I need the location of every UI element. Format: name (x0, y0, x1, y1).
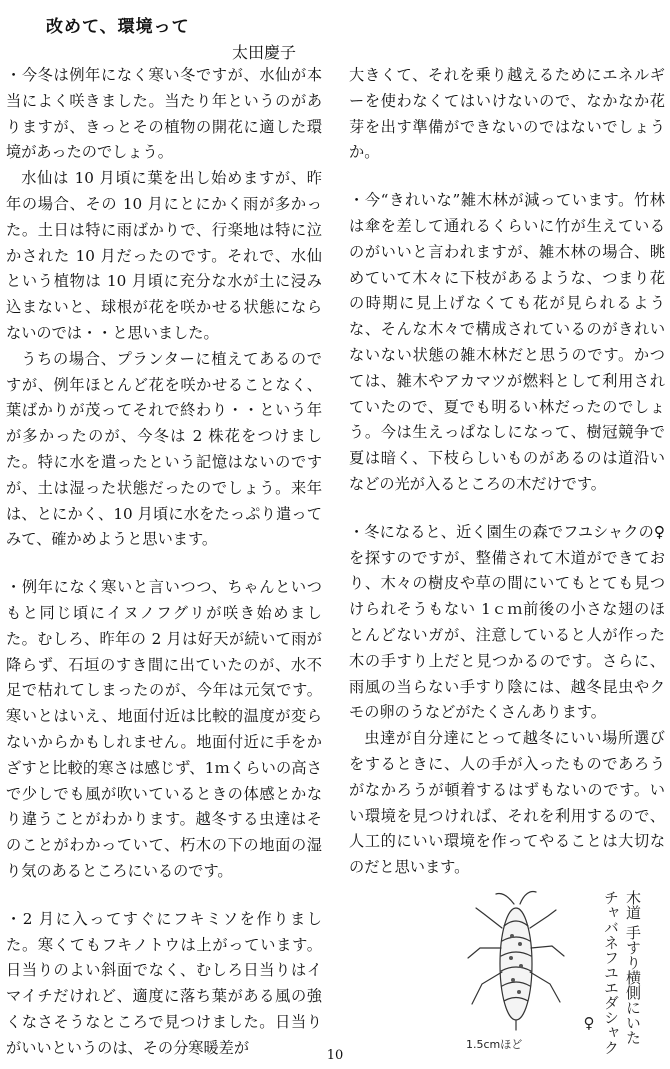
paragraph: ・2 月に入ってすぐにフキミソを作りました。寒くてもフキノトウは上がっています。日当りのよい斜面でなく、むしろ日当りはイマイチだけれど、適度に落ち葉がある風の強くなさそうなところで見つけました。日当りがいいというのは、その分寒暖差が (6, 909, 322, 1057)
illustration-note: チャバネフユエダシャク (602, 890, 620, 1055)
paragraph: 水仙は 10 月頃に葉を出し始めますが、昨年の場合、その 10 月にとにかく雨が多かった。土日は特に雨ばかりで、行楽地は特に泣かされた 10 月だったのです。それで、水仙という植物は 10 月頃に充分な水が土に浸み込まないと、球根が花を咲かせる状態にならないのでは・・と思いました。 (6, 169, 322, 342)
left-column (6, 63, 322, 1061)
article-title: 改めて、環境って (46, 17, 190, 37)
paragraph: ・今冬は例年になく寒い冬ですが、水仙が本当によく咲きました。当たり年というのがありますが、きっとその植物の開花に適した環境があったのでしょう。 (6, 66, 322, 162)
moth-illustration (432, 886, 654, 1054)
paragraph: うちの場合、プランターに植えてあるのですが、例年ほとんど花を咲かせることなく、葉ばかりが茂ってそれで終わり・・という年が多かったのが、今冬は 2 株花をつけました。特に水を遣ったという記憶はないのですが、土は湿った状態だったのでしょう。来年は、とにかく、10 月頃に水をたっぷり遣ってみて、確かめようと思います。 (6, 349, 322, 549)
paragraph: 虫達が自分達にとって越冬にいい場所選びをするときに、人の手が入ったものであろうがなかろうが頓着するはずもないのです。いい環境を見つければ、それを利用するので、人工的にいい環境を作ってやることは大切なのだと思います。 (349, 729, 665, 877)
illustration-note: 木道 手すり横側にいた (624, 890, 642, 1045)
female-symbol: ♀ (580, 1014, 598, 1032)
paragraph: ・例年になく寒いと言いつつ、ちゃんといつもと同じ頃にイヌノフグリが咲き始めました。むしろ、昨年の 2 月は好天が続いて雨が降らず、石垣のすき間に出ていたのが、水不足で枯れてしまったのが、今年は元気です。寒いとはいえ、地面付近は比較的温度が変らないからかもしれません。地面付近に手をかざすと比較的寒さは感じず、1ｍくらいの高さで少しでも風が吹いているときの体感とかなり違うことがわかります。越冬する虫達はそのことがわかっていて、朽木の下の地面の湿り気のあるところにいるのです。 (6, 578, 322, 880)
illustration-size-note: 1.5cmほど (466, 1038, 523, 1051)
paragraph: 大きくて、それを乗り越えるためにエネルギーを使わなくてはいけないので、なかなか花芽を出す準備ができないのではないでしょうか。 (349, 66, 665, 162)
paragraph: ・今“きれいな”雑木林が減っています。竹林は傘を差して通れるくらいに竹が生えているのがいいと言われますが、雑木林の場合、眺めていて木々に下枝があるような、つまり花の時期に見上げなくても花が見られるような、そんな木々で構成されているのがきれいないない状態の雑木林だと思うのです。かつては、雑木やアカマツが燃料として利用されていたので、夏でも明るい林だったのでしょう。今は生えっぱなしになって、樹冠競争で夏は暗く、下枝らしいものがあるのは道沿いなどの光が入るところの木だけです。 (349, 191, 665, 493)
moth-drawing (432, 886, 654, 1054)
paragraph: ・冬になると、近く園生の森でフユシャクの♀を探すのですが、整備されて木道ができており、木々の樹皮や草の間にいてもとても見つけられそうもない 1ｃｍ前後の小さな翅のほとんどないガが、注意していると人が作った木の手すり上だと見つかるのです。さらに、雨風の当らない手すり陰には、越冬昆虫やクモの卵のうなどがたくさんあります。 (349, 522, 665, 722)
page-number: 10 (326, 1048, 344, 1063)
article-author: 太田慶子 (232, 43, 297, 62)
right-column (349, 63, 665, 881)
